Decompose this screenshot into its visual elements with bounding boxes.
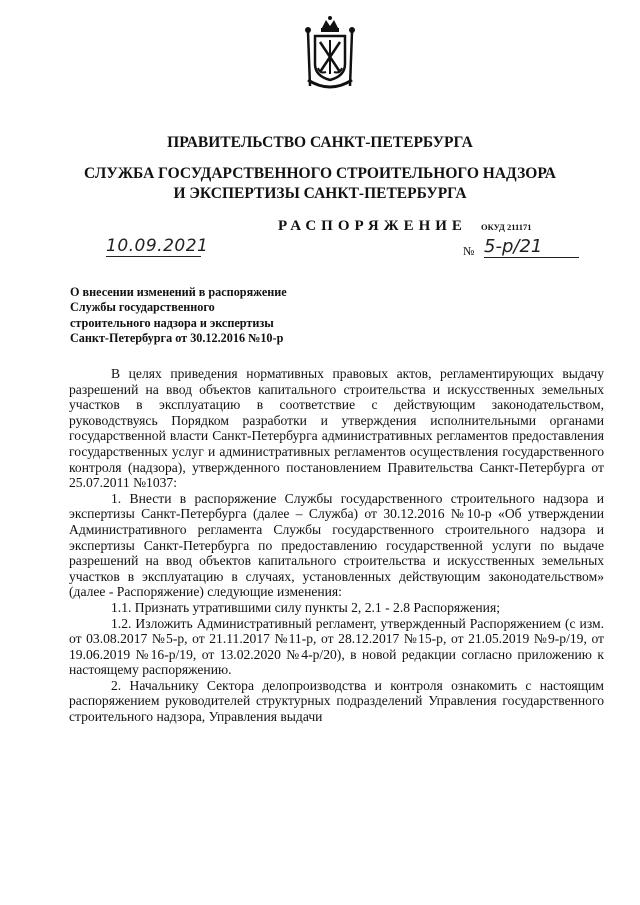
document-type: РАСПОРЯЖЕНИЕ	[278, 218, 467, 234]
okud-code: ОКУД 211171	[481, 222, 532, 232]
clause-1-2-paragraph: 1.2. Изложить Административный регламент, утвержденный Распоряжением (с изм. от 03.08.2017 №5-р, от 21.11.2017 №11-р, от 28.12.2017 №15-р, от 21.05.2019 №9-р/19, от 19.06.2019 №16-р/19, от 13.02.2020 №4-р/20), в новой редакции согласно приложению к настоящему распоряжению.	[69, 615, 604, 678]
service-title-line1: СЛУЖБА ГОСУДАРСТВЕННОГО СТРОИТЕЛЬНОГО НАДЗОРА	[83, 165, 557, 182]
service-title	[0, 164, 640, 204]
subject-line: Службы государственного	[70, 300, 215, 315]
order-number: 5-р/21	[484, 236, 579, 258]
order-subject	[70, 285, 370, 346]
clause-1-1-paragraph: 1.1. Признать утратившими силу пункты 2, 2.1 - 2.8 Распоряжения;	[111, 599, 500, 615]
preamble-paragraph: В целях приведения нормативных правовых актов, регламентирующих выдачу разрешений на ввод объектов капитального строительства и искусственных земельных участков в эксплуатацию в соответствие с действующим законодательством, руководствуясь Порядком разработки и утверждения исполнительными органами государственной власти Санкт-Петербурга административных регламентов предоставления государственных услуг и административных регламентов осуществления государственного контроля (надзора), утвержденного постановлением Правительства Санкт-Петербурга от 25.07.2011 №1037:	[69, 366, 604, 491]
subject-line: Санкт-Петербурга от 30.12.2016 №10-р	[70, 330, 284, 345]
order-date: 10.09.2021	[106, 236, 209, 256]
subject-line: строительного надзора и экспертизы	[70, 315, 274, 330]
number-sign: №	[463, 244, 475, 258]
coat-of-arms-emblem	[300, 14, 360, 94]
clause-2-paragraph: 2. Начальнику Сектора делопроизводства и контроля ознакомить с настоящим распоряжением руководителей структурных подразделений Управления государственного строительного надзора, Управления выдачи	[69, 677, 604, 725]
order-body	[69, 366, 604, 725]
service-title-line2: И ЭКСПЕРТИЗЫ САНКТ-ПЕТЕРБУРГА	[173, 185, 467, 202]
subject-line: О внесении изменений в распоряжение	[70, 285, 287, 299]
government-title: ПРАВИТЕЛЬСТВО САНКТ-ПЕТЕРБУРГА	[167, 134, 473, 151]
clause-1-paragraph: 1. Внести в распоряжение Службы государственного строительного надзора и экспертизы Санкт-Петербурга (далее – Служба) от 30.12.2016 №10-р «Об утверждении Административного регламента Службы государственного строительного надзора и экспертизы Санкт-Петербурга по предоставлению государственной услуги по выдаче разрешений на ввод объектов капитального строительства и искусственных земельных участков в эксплуатацию в случаях, установленных действующим законодательством» (далее - Распоряжение) следующие изменения:	[69, 490, 604, 600]
